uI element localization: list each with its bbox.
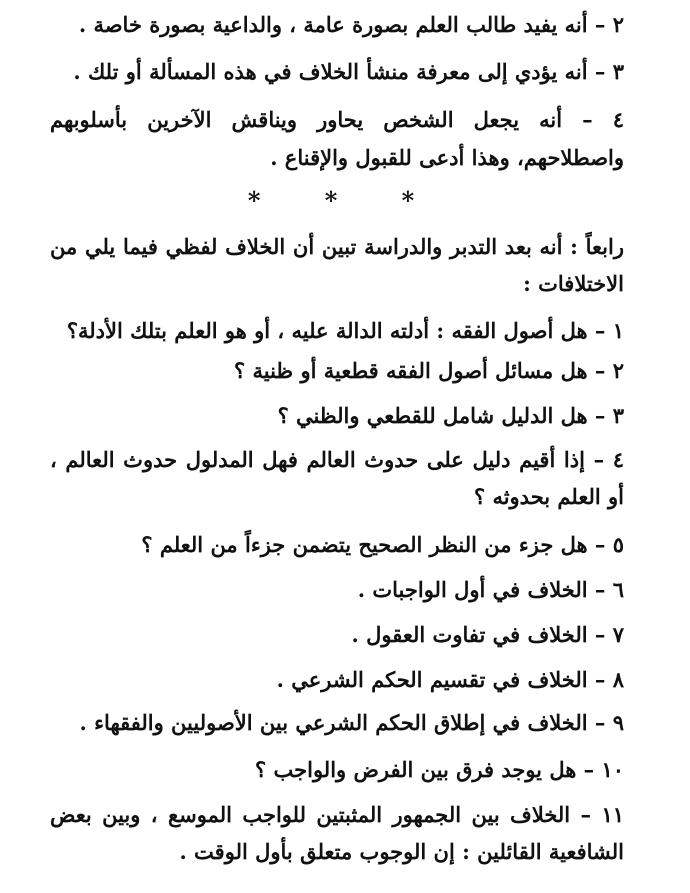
text-line-5: رابعاً : أنه بعد التدبر والدراسة تبين أن الخلاف لفظي فيما يلي من	[50, 234, 624, 259]
list-item-4: ٤ – إذا أقيم دليل على حدوث العالم فهل المدلول حدوث العالم ،	[50, 447, 624, 472]
list-item-8: ٨ – الخلاف في تقسيم الحكم الشرعي .	[276, 667, 624, 692]
list-item-4-continued: أو العلم بحدوثه ؟	[473, 484, 624, 509]
list-item-5: ٥ – هل جزء من النظر الصحيح يتضمن جزءاً من العلم ؟	[141, 532, 624, 557]
list-item-11-continued: الشافعية القائلين : إن الوجوب متعلق بأول الوقت .	[179, 839, 624, 864]
list-item-6: ٦ – الخلاف في أول الواجبات .	[357, 577, 624, 602]
list-item-11: ١١ – الخلاف بين الجمهور المثبتين للواجب الموسع ، وبين بعض	[50, 802, 624, 827]
list-item-10: ١٠ – هل يوجد فرق بين الفرض والواجب ؟	[255, 757, 624, 782]
list-item-2: ٢ – هل مسائل أصول الفقه قطعية أو ظنية ؟	[234, 358, 624, 383]
text-line-3: ٤ – أنه يجعل الشخص يحاور ويناقش الآخرين بأسلوبهم	[50, 107, 624, 132]
text-line-2: ٣ – أنه يؤدي إلى معرفة منشأ الخلاف في هذه المسألة أو تلك .	[73, 59, 624, 84]
text-line-1: ٢ – أنه يفيد طالب العلم بصورة عامة ، والداعية بصورة خاصة .	[78, 12, 624, 37]
list-item-7: ٧ – الخلاف في تفاوت العقول .	[351, 622, 624, 647]
text-line-6: الاختلافات :	[523, 271, 624, 296]
list-item-9: ٩ – الخلاف في إطلاق الحكم الشرعي بين الأصوليين والفقهاء .	[79, 710, 624, 735]
text-line-4: واصطلاحهم، وهذا أدعى للقبول والإقناع .	[270, 145, 624, 170]
section-separator: * * *	[247, 186, 443, 215]
list-item-1: ١ – هل أصول الفقه : أدلته الدالة عليه ، أو هو العلم بتلك الأدلة؟	[66, 318, 624, 343]
list-item-3: ٣ – هل الدليل شامل للقطعي والظني ؟	[277, 403, 624, 428]
